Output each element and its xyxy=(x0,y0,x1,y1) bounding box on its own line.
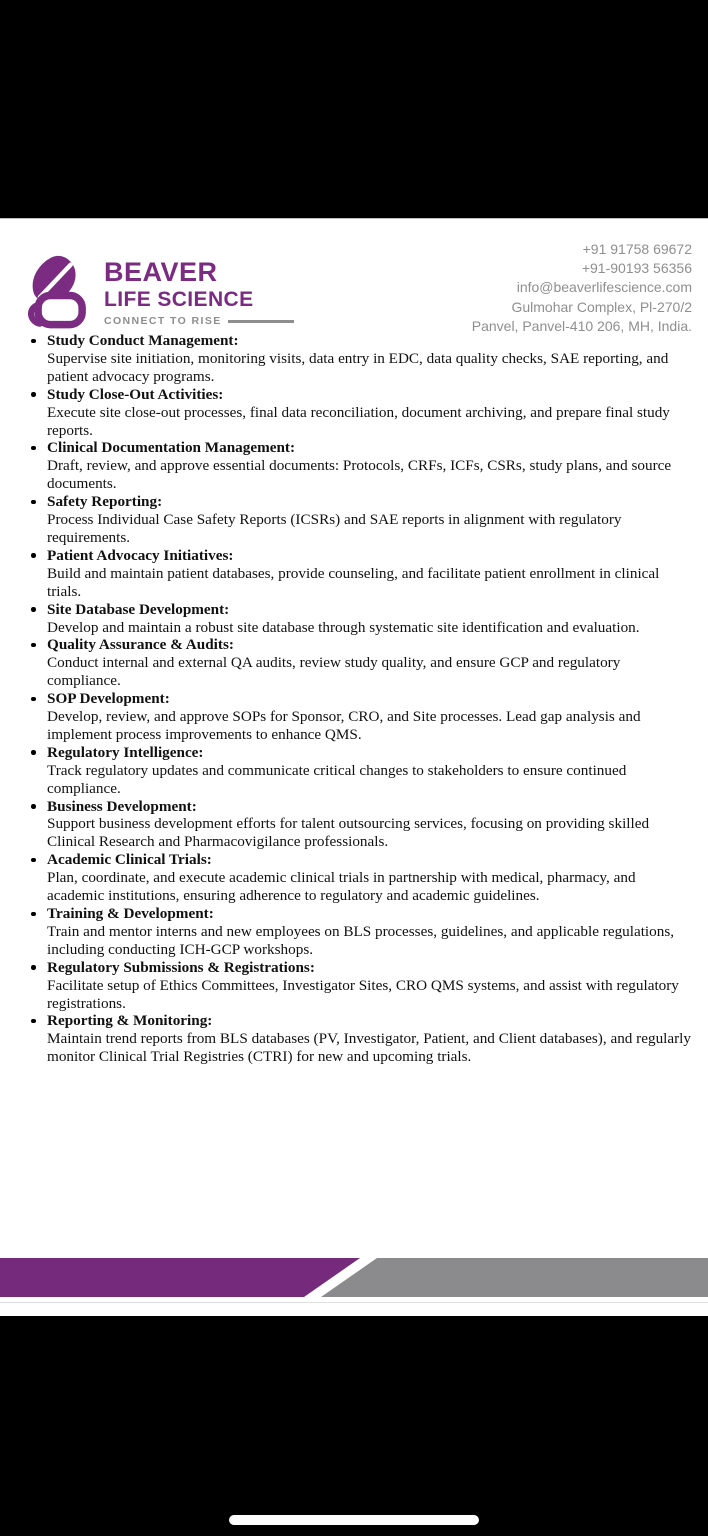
item-description: Draft, review, and approve essential documents: Protocols, CRFs, ICFs, CSRs, study plans, and source documents. xyxy=(47,457,672,493)
list-item xyxy=(30,851,694,905)
item-description: Process Individual Case Safety Reports (ICSRs) and SAE reports in alignment with regulatory requirements. xyxy=(47,511,622,546)
item-title: Patient Advocacy Initiatives: xyxy=(47,546,234,564)
list-item xyxy=(30,386,694,440)
logo-name-line2: LIFE SCIENCE xyxy=(104,288,254,311)
contact-phone-1: +91 91758 69672 xyxy=(582,241,692,257)
contact-email: info@beaverlifescience.com xyxy=(516,279,692,296)
list-item xyxy=(30,905,694,959)
item-title: SOP Development: xyxy=(47,690,170,708)
company-logo xyxy=(104,259,294,327)
contact-address-1: Gulmohar Complex, Pl-270/2 xyxy=(511,298,692,315)
list-item xyxy=(30,959,694,1013)
list-item xyxy=(30,1012,694,1066)
item-title: Training & Development: xyxy=(47,905,214,922)
item-description: Develop, review, and approve SOPs for Sponsor, CRO, and Site processes. Lead gap analysis and implement process improvements to enhance QMS. xyxy=(47,708,641,743)
item-title: Reporting & Monitoring: xyxy=(47,1012,213,1030)
item-description: Conduct internal and external QA audits, review study quality, and ensure GCP and regulatory compliance. xyxy=(47,654,621,690)
item-description: Track regulatory updates and communicate critical changes to stakeholders to ensure continued compliance. xyxy=(47,761,627,797)
page-bottom-edge xyxy=(0,1302,708,1303)
item-description: Facilitate setup of Ethics Committees, Investigator Sites, CRO QMS systems, and assist with regulatory registrations. xyxy=(47,976,679,1012)
list-item xyxy=(30,439,694,493)
item-description: Train and mentor interns and new employees on BLS processes, guidelines, and applicable regulations, including conducting ICH-GCP workshops. xyxy=(47,922,675,958)
item-title: Academic Clinical Trials: xyxy=(47,851,212,869)
item-description: Plan, coordinate, and execute academic clinical trials in partnership with medical, pharmacy, and academic institutions, ensuring adherence to regulatory and academic guidelines. xyxy=(47,869,636,905)
item-description: Supervise site initiation, monitoring visits, data entry in EDC, data quality checks, SAE reporting, and patient advocacy programs. xyxy=(47,349,669,385)
list-item xyxy=(30,547,694,601)
responsibilities-list xyxy=(30,332,694,1066)
item-title: Study Close-Out Activities: xyxy=(47,385,224,403)
home-indicator[interactable] xyxy=(229,1515,479,1525)
list-item xyxy=(30,744,694,798)
item-description: Execute site close-out processes, final data reconciliation, document archiving, and prepare final study reports. xyxy=(47,403,670,439)
document-page[interactable] xyxy=(0,218,708,1316)
item-description: Develop and maintain a robust site database through systematic site identification and evaluation. xyxy=(47,618,640,636)
item-title: Site Database Development: xyxy=(47,600,230,618)
logo-name-line1: BEAVER xyxy=(104,257,218,287)
top-letterbox xyxy=(0,0,708,218)
list-item xyxy=(30,798,694,852)
item-title: Safety Reporting: xyxy=(47,493,163,511)
beaver-leaf-logo-icon xyxy=(22,255,100,329)
list-item xyxy=(30,601,694,637)
item-title: Business Development: xyxy=(47,797,197,815)
list-item xyxy=(30,690,694,744)
list-item xyxy=(30,493,694,547)
list-item xyxy=(30,636,694,690)
contact-phone-2: +91-90193 56356 xyxy=(581,260,692,277)
logo-tagline-text: CONNECT TO RISE xyxy=(104,315,222,327)
tagline-rule xyxy=(228,320,294,323)
contact-address-2: Panvel, Panvel-410 206, MH, India. xyxy=(471,317,692,334)
list-item xyxy=(30,332,694,386)
item-title: Regulatory Intelligence: xyxy=(47,743,204,761)
contact-info xyxy=(472,240,692,336)
item-description: Maintain trend reports from BLS databases (PV, Investigator, Patient, and Client databases), and regularly monitor Clinical Trial Registries (CTRI) for new and upcoming trials. xyxy=(47,1030,691,1066)
logo-tagline xyxy=(104,315,294,327)
item-description: Support business development efforts for talent outsourcing services, focusing on providing skilled Clinical Research and Pharmacovigilance professionals. xyxy=(47,815,650,851)
footer-decoration xyxy=(0,1258,708,1297)
item-title: Quality Assurance & Audits: xyxy=(47,636,234,654)
bottom-letterbox xyxy=(0,1316,708,1536)
item-title: Study Conduct Management: xyxy=(47,332,239,349)
item-description: Build and maintain patient databases, provide counseling, and facilitate patient enrollment in clinical trials. xyxy=(47,564,660,600)
item-title: Clinical Documentation Management: xyxy=(47,439,296,457)
item-title: Regulatory Submissions & Registrations: xyxy=(47,958,315,976)
